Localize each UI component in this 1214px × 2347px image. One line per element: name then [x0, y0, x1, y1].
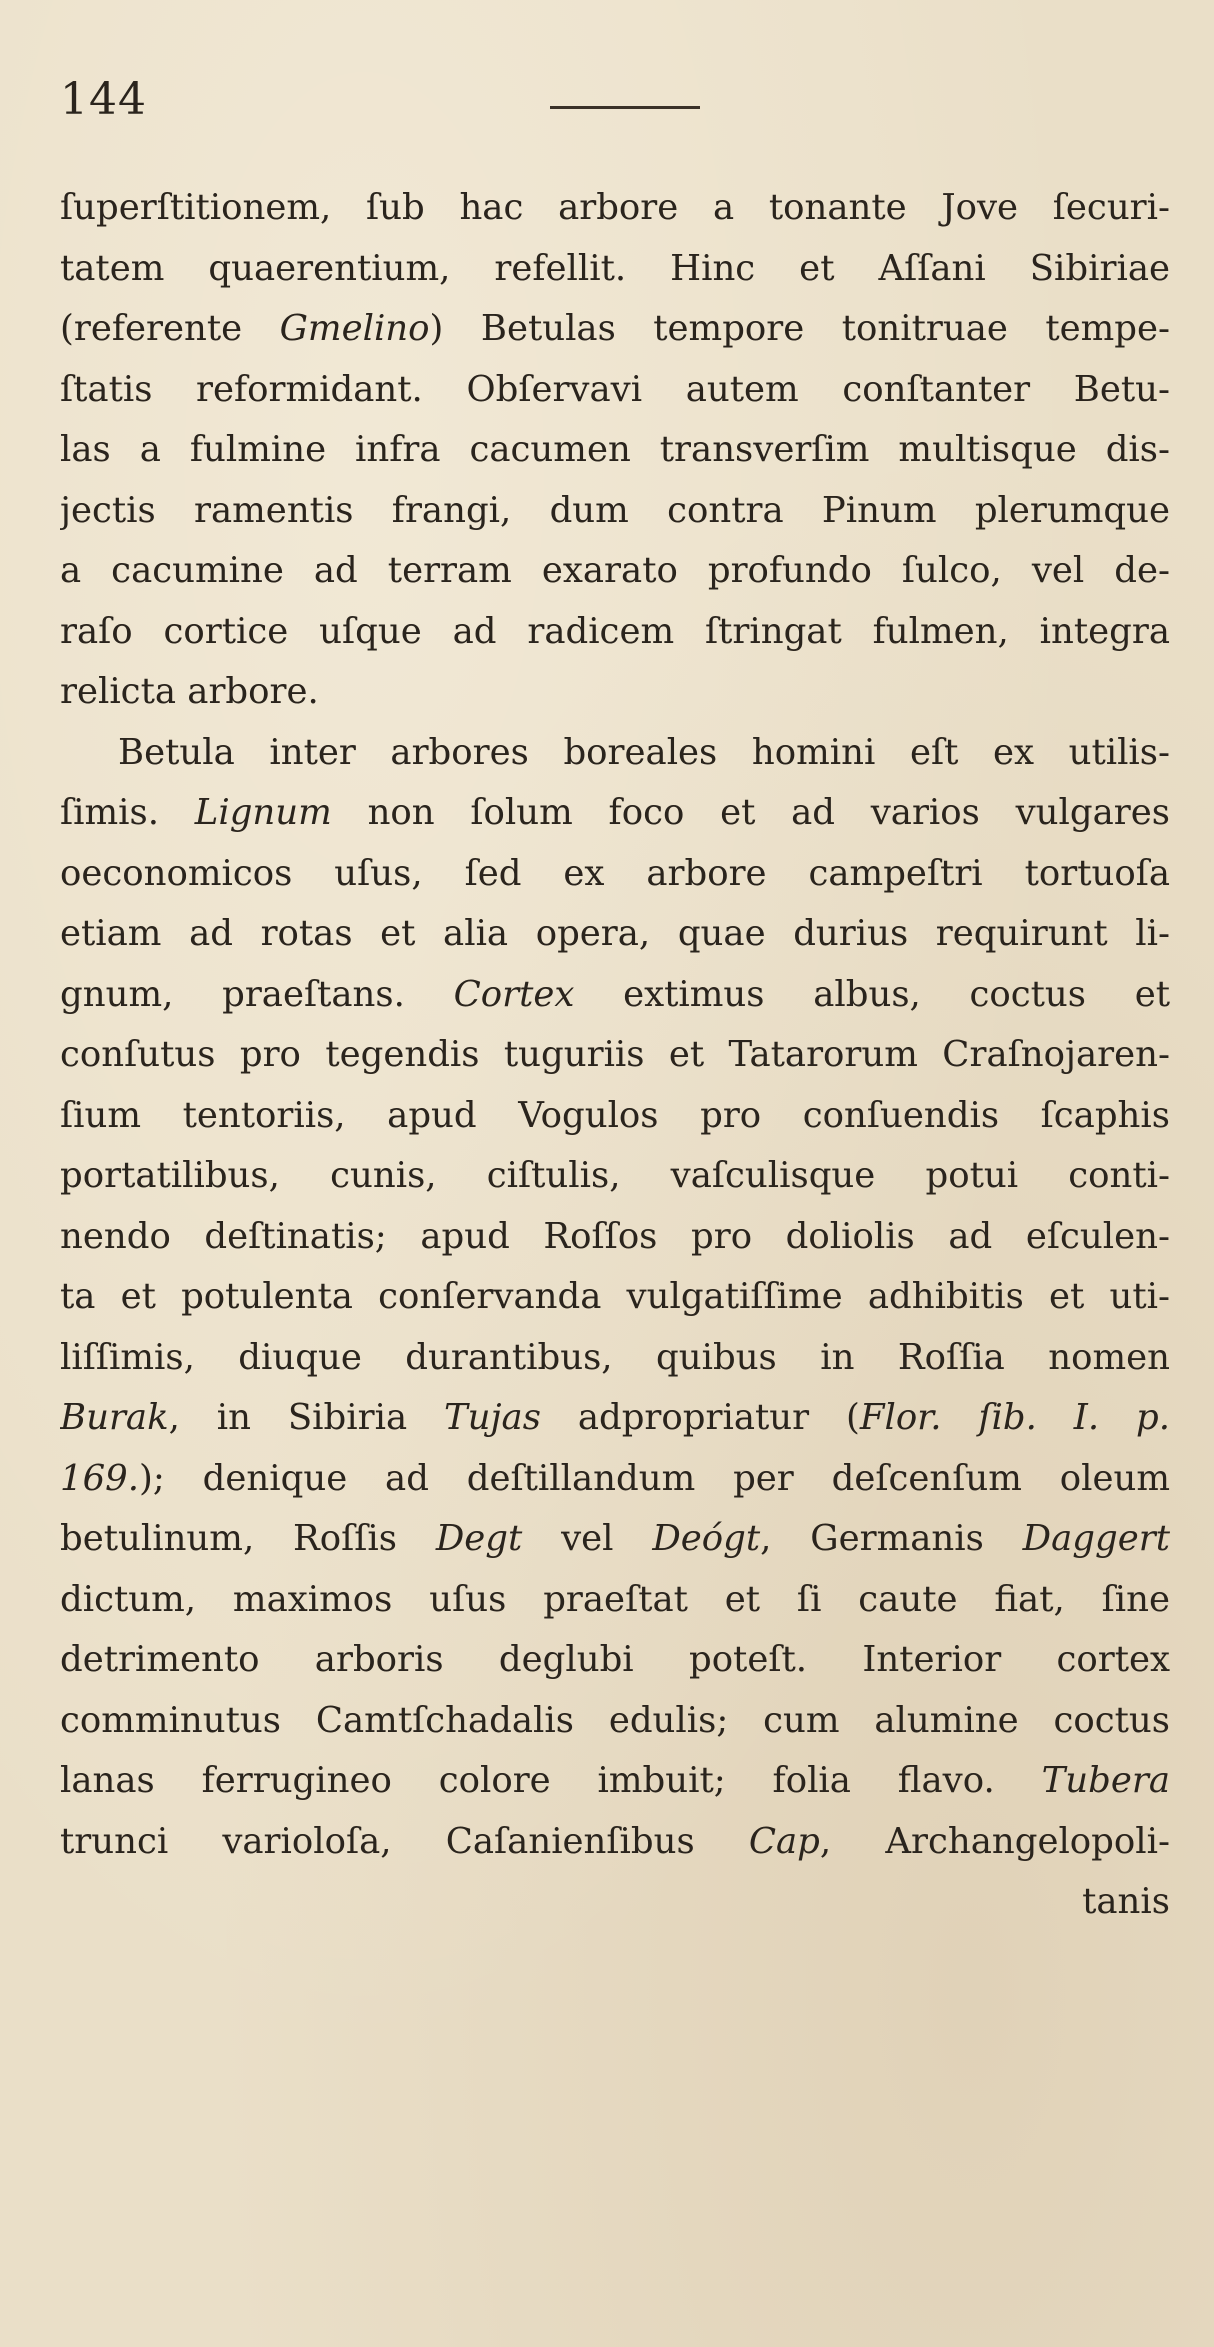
text-line: [60, 1751, 1170, 1812]
italic-term: Deógt: [652, 1518, 761, 1559]
text-line: [60, 1146, 1170, 1207]
text-line: [60, 1449, 1170, 1510]
italic-term: Burak: [60, 1397, 169, 1438]
italic-term: Flor. ſib. I. p.: [859, 1397, 1170, 1438]
text-segment: las a fulmine infra cacumen transverſim multisque dis-: [60, 429, 1170, 470]
text-line: [60, 1691, 1170, 1752]
text-segment: tatem quaerentium, refellit. Hinc et Aſſani Sibiriae: [60, 247, 1170, 289]
text-segment: , Archangelopoli-: [819, 1820, 1170, 1862]
text-line: [60, 1086, 1170, 1147]
italic-term: 169.: [60, 1457, 140, 1499]
text-line: [60, 1207, 1170, 1268]
text-line: [60, 360, 1170, 421]
text-segment: Betula inter arbores boreales homini eſt ex utilis-: [118, 731, 1170, 773]
text-segment: non ſolum foco et ad varios vulgares: [331, 792, 1170, 833]
text-segment: ſium tentoriis, apud Vogulos pro conſuendis ſcaphis: [60, 1094, 1170, 1136]
italic-term: Lignum: [194, 792, 332, 833]
text-segment: conſutus pro tegendis tuguriis et Tatarorum Craſnojaren-: [60, 1034, 1170, 1075]
text-line: [60, 239, 1170, 300]
text-segment: ) Betulas tempore tonitruae tempe-: [429, 308, 1170, 349]
text-segment: , Germanis: [760, 1518, 1023, 1559]
catchword: [60, 1872, 1170, 1933]
text-line: [60, 1328, 1170, 1389]
text-segment: ); denique ad deſtillandum per deſcenſum oleum: [139, 1457, 1170, 1499]
text-line: [60, 1388, 1170, 1449]
text-segment: ſuperſtitionem, ſub hac arbore a tonante Jove ſecuri-: [60, 187, 1170, 228]
body-text: [60, 178, 1170, 1933]
italic-term: Cap: [748, 1820, 820, 1862]
text-segment: comminutus Camtſchadalis edulis; cum alumine coctus: [60, 1699, 1170, 1741]
text-line: [60, 481, 1170, 542]
header-rule: [550, 106, 700, 109]
text-line: [60, 541, 1170, 602]
text-line: [60, 965, 1170, 1026]
text-segment: (referente: [60, 308, 280, 349]
text-line: [60, 1025, 1170, 1086]
text-segment: a cacumine ad terram exarato profundo ſulco, vel de-: [60, 550, 1170, 591]
text-segment: jectis ramentis frangi, dum contra Pinum plerumque: [60, 489, 1170, 531]
text-segment: betulinum, Roſſis: [60, 1518, 436, 1559]
text-segment: vel: [522, 1518, 653, 1559]
text-segment: liſſimis, diuque durantibus, quibus in Roſſia nomen: [60, 1336, 1170, 1378]
text-segment: raſo cortice uſque ad radicem ſtringat fulmen, integra: [60, 610, 1170, 652]
text-line: [60, 844, 1170, 905]
text-segment: relicta arbore.: [60, 671, 319, 712]
text-line: [60, 602, 1170, 663]
text-line: [60, 1630, 1170, 1691]
text-segment: portatilibus, cunis, ciſtulis, vaſculisque potui conti-: [60, 1155, 1170, 1196]
text-line: [60, 1267, 1170, 1328]
italic-term: Tubera: [1041, 1760, 1170, 1801]
text-segment: etiam ad rotas et alia opera, quae durius requirunt li-: [60, 913, 1170, 954]
text-line: [60, 723, 1170, 784]
text-line: [60, 420, 1170, 481]
text-line: [60, 1812, 1170, 1873]
text-segment: nendo deſtinatis; apud Roſſos pro doliolis ad eſculen-: [60, 1215, 1170, 1257]
text-line: [60, 1509, 1170, 1570]
text-line: [60, 904, 1170, 965]
text-segment: adpropriatur (: [540, 1397, 860, 1438]
italic-term: Gmelino: [279, 308, 430, 349]
text-segment: ſtatis reformidant. Obſervavi autem conſtanter Betu-: [60, 368, 1170, 410]
page-number: 144: [60, 74, 147, 125]
text-segment: dictum, maximos uſus praeſtat et ſi caute fiat, ſine: [60, 1578, 1170, 1620]
text-segment: detrimento arboris deglubi poteſt. Interior cortex: [60, 1639, 1170, 1680]
text-line: [60, 178, 1170, 239]
text-segment: gnum, praeſtans.: [60, 973, 454, 1015]
text-line: [60, 299, 1170, 360]
text-segment: , in Sibiria: [168, 1397, 444, 1438]
italic-term: Cortex: [453, 973, 575, 1015]
text-segment: extimus albus, coctus et: [574, 973, 1170, 1015]
italic-term: Degt: [435, 1518, 523, 1559]
text-line: [60, 1570, 1170, 1631]
text-segment: ſimis.: [60, 792, 195, 833]
text-segment: ta et potulenta conſervanda vulgatiſſime adhibitis et uti-: [60, 1276, 1170, 1317]
text-line: [60, 783, 1170, 844]
italic-term: Daggert: [1022, 1518, 1170, 1559]
text-segment: tanis: [1082, 1881, 1170, 1922]
text-line: [60, 662, 1170, 723]
text-segment: lanas ferrugineo colore imbuit; folia flavo.: [60, 1760, 1042, 1801]
text-segment: trunci varioloſa, Caſanienſibus: [60, 1820, 749, 1862]
text-segment: oeconomicos uſus, ſed ex arbore campeſtri tortuoſa: [60, 852, 1170, 894]
italic-term: Tujas: [444, 1397, 541, 1438]
